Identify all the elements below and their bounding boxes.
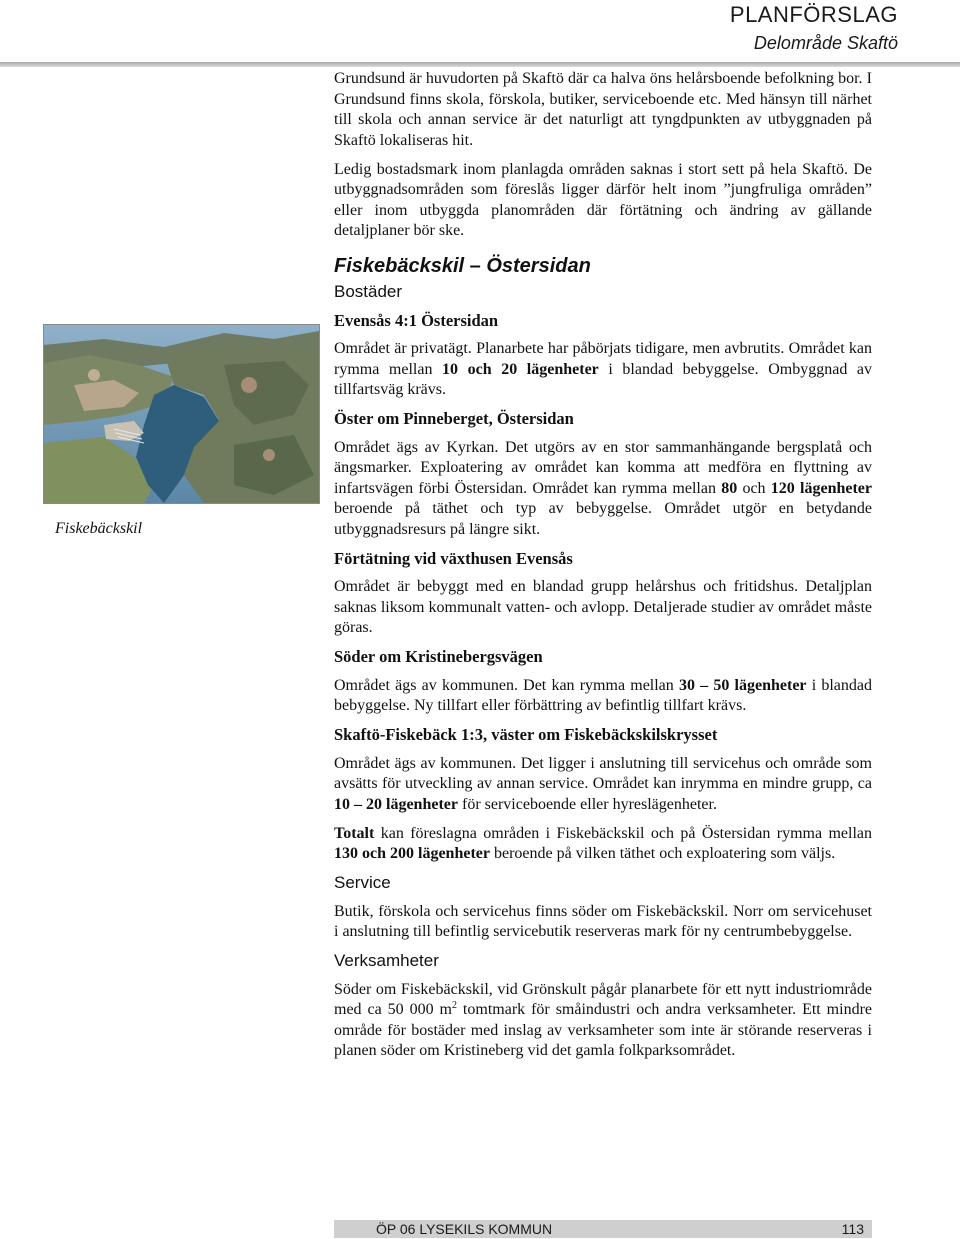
area-heading: Förtätning vid växthusen Evensås [334,548,573,568]
bostader-heading: Bostäder [334,282,403,301]
area-paragraph: Området är bebyggt med en blandad grupp helårshus och fritidshus. Detaljplan saknas liksom kommunalt vatten- och avlopp. Detaljerade studier av området måste göras. [334,578,872,636]
verksamheter-paragraph: Söder om Fiskebäckskil, vid Grönskult pågår planarbete för ett nytt industriområde med ca 50 000 $m^2$ tomtmark för småindustri och andra verksamheter. Ett mindre område för bostäder med inslag av verksamheter som inte är störande reserveras i planen söder om Kristineberg vid det gamla folkparksområdet. [334,980,872,1059]
section-title: Fiskebäckskil – Östersidan [334,254,591,277]
page-header-title: PLANFÖRSLAG [729,2,898,27]
photo-caption: Fiskebäckskil [55,520,143,537]
area-heading: Söder om Kristinebergsvägen [334,647,543,666]
page-number: 113 [841,1221,864,1237]
service-heading: Service [334,873,391,892]
area-paragraph: Området ägs av Kyrkan. Det utgörs av en stor sammanhängande bergsplatå och ängsmarker. Exploatering av området kan komma att medföra en flyttning av infartsvägen förbi Östersidan. Området kan rymma mellan 80 och 120 lägenheter beroende på täthet och typ av bebyggelse. Området utgör en betydande utbyggnadsresurs på längre sikt. [334,438,872,538]
area-heading: Öster om Pinneberget, Östersidan [334,409,574,428]
intro-paragraph-2: Ledig bostadsmark inom planlagda områden saknas i stort sett på hela Skaftö. De utbyggnadsområden som föreslås ligger därför helt inom ”jungfruliga områden” eller inom utbyggda planområden där förtätning och ändring av gällande detaljplaner bör ske. [334,160,872,239]
aerial-photo [43,324,320,504]
intro-paragraph-1: Grundsund är huvudorten på Skaftö där ca halva öns helårsboende befolkning bor. I Grundsund finns skola, förskola, butiker, serviceboende etc. Med hänsyn till närhet till skola och annan service är det naturligt att tyngdpunkten av utbyggnaden på Skaftö lokaliseras hit. [334,70,872,149]
area-paragraph: Området ägs av kommunen. Det ligger i anslutning till servicehus och område som avsätts för utveckling av annan service. Området kan inrymma en mindre grupp, ca 10 – 20 lägenheter för serviceboende eller hyreslägenheter. [334,754,872,813]
service-paragraph: Butik, förskola och servicehus finns söder om Fiskebäckskil. Norr om servicehuset i anslutning till befintlig servicebutik reserveras mark för ny centrumbebyggelse. [334,902,872,940]
area-heading: Skaftö-Fiskebäck 1:3, väster om Fiskebäckskilskrysset [334,725,718,744]
total-paragraph: Totalt kan föreslagna områden i Fiskebäckskil och på Östersidan rymma mellan 130 och 200 lägenheter beroende på vilken täthet och exploatering som väljs. [334,824,872,862]
main-content [334,69,872,1070]
verksamheter-heading: Verksamheter [334,951,439,970]
header-divider [0,62,960,67]
area-paragraph: Området är privatägt. Planarbete har påbörjats tidigare, men avbrutits. Området kan rymma mellan 10 och 20 lägenheter i blandad bebyggelse. Ombyggnad av tillfartsväg krävs. [334,340,873,398]
page-footer [334,1220,872,1238]
footer-publication: ÖP 06 LYSEKILS KOMMUN [376,1221,553,1237]
area-paragraph: Området ägs av kommunen. Det kan rymma mellan 30 – 50 lägenheter i blandad bebyggelse. Ny tillfart eller förbättring av befintlig tillfart krävs. [334,676,873,714]
area-heading: Evensås 4:1 Östersidan [334,310,499,330]
page-header-subtitle: Delområde Skaftö [753,33,898,53]
